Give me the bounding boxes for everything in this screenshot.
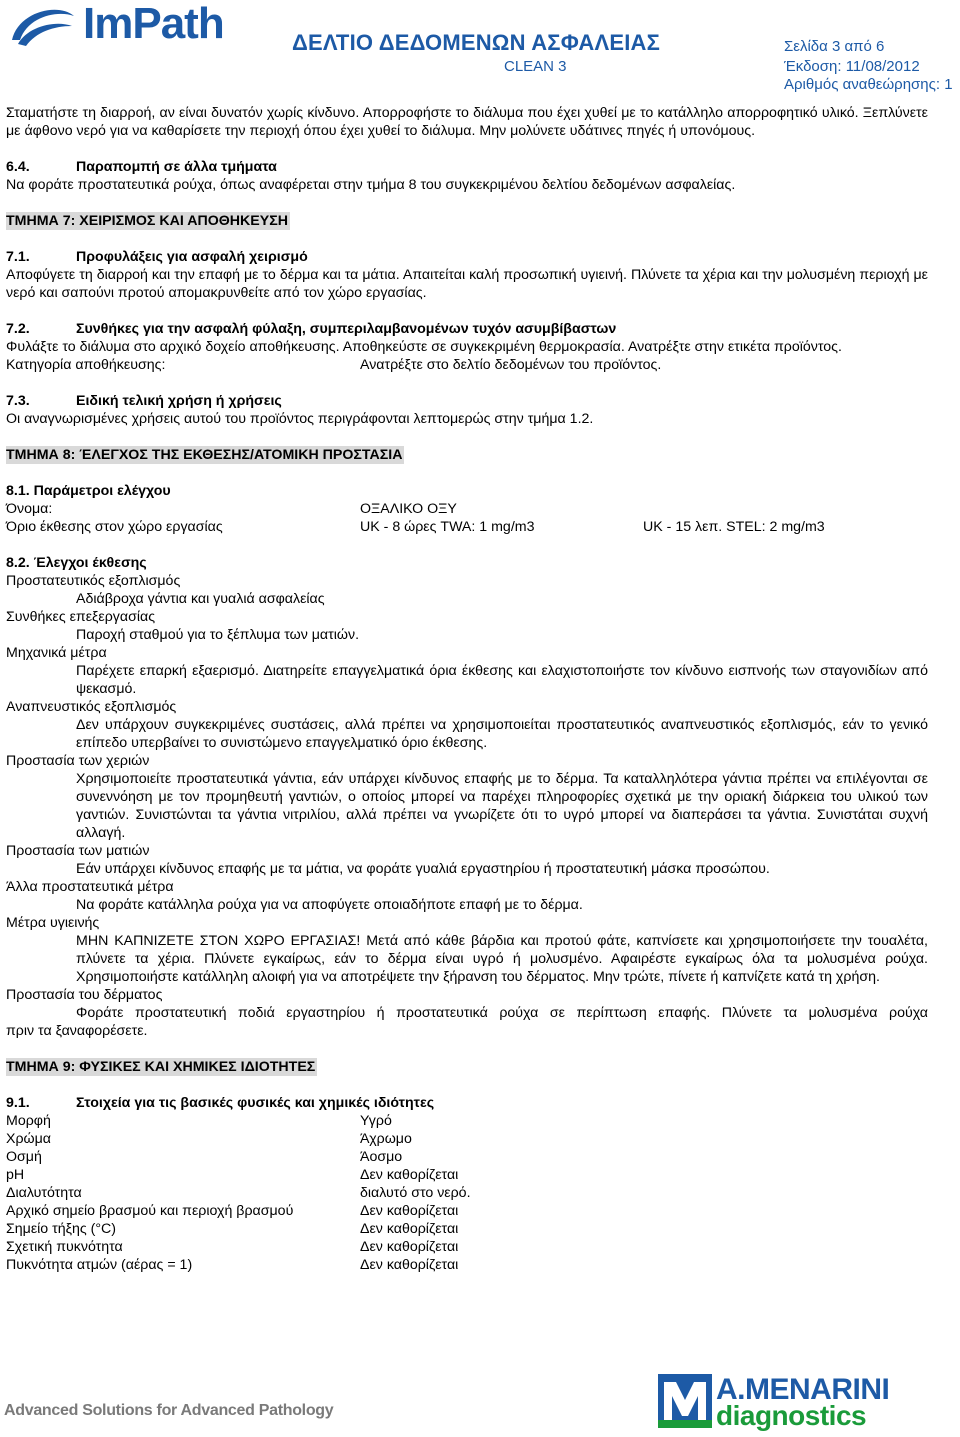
section-7-title: ΤΜΗΜΑ 7: ΧΕΙΡΙΣΜΟΣ ΚΑΙ ΑΠΟΘΗΚΕΥΣΗ	[6, 213, 288, 229]
subsection-7-3-heading: 7.3. Ειδική τελική χρήση ή χρήσεις	[6, 393, 282, 409]
page-number: Σελίδα 3 από 6	[784, 38, 885, 55]
issue-date: Έκδοση: 11/08/2012	[784, 58, 920, 75]
exposure-control-text: ΜΗΝ ΚΑΠΝΙΖΕΤΕ ΣΤΟΝ ΧΩΡΟ ΕΡΓΑΣΙΑΣ! Μετά από κάθε βάρδια και προτού φάτε, καπνίσετε και χρησιμοποιήσετε την τουαλέτα, πλύνετε τα χέρια. Πλύνετε εγκαίρως, εάν το δέρμα είναι υγρό ή μολυσμένο. Αφαιρέστε εγκαίρως όλα τα μολυσμένα ρούχα. Χρησιμοποιήστε κατάλληλη αλοιφή για να αποτρέψετε την ξήρανση του δέρματος. Μην τρώτε, πίνετε ή καπνίζετε κατά τη χρήση.	[76, 933, 928, 985]
menarini-diagnostics: diagnostics	[716, 1400, 867, 1431]
exposure-control-text: Χρησιμοποιείτε προστατευτικά γάντια, εάν υπάρχει κίνδυνος επαφής με το δέρμα. Τα καταλληλότερα γάντια πρέπει να επιλέγονται σε συνεννόηση με τον προμηθευτή γαντιών, ο οποίος μπορεί να παρέχει πληροφορίες σχετικά με την οριακή διάρκεια του υλικού των γαντιών. Συνιστώνται τα γάντια νιτριλίου, αλλά πρέπει να γνωρίζετε ότι το υγρό μπορεί να διαπεράσει τα γάντια. Συνιστάται συχνή αλλαγή.	[76, 771, 928, 841]
substance-name-row	[6, 500, 928, 518]
property-row: Πυκνότητα ατμών (αέρας = 1) Δεν καθορίζεται	[6, 1257, 459, 1273]
skin-protection-label: Προστασία του δέρματος	[6, 987, 163, 1003]
substance-name-value: ΟΞΑΛΙΚΟ ΟΞΥ	[360, 501, 457, 517]
storage-category-label: Κατηγορία αποθήκευσης:	[6, 357, 166, 373]
document-title: ΔΕΛΤΙΟ ΔΕΔΟΜΕΝΩΝ ΑΣΦΑΛΕΙΑΣ	[292, 30, 661, 55]
property-row: pH Δεν καθορίζεται	[6, 1167, 459, 1183]
footer-tagline: Advanced Solutions for Advanced Pathology	[4, 1402, 334, 1419]
exposure-control-text: Να φοράτε κατάλληλα ρούχα για να αποφύγετε οποιαδήποτε επαφή με το δέρμα.	[76, 897, 583, 913]
impath-logo-text: ImPath	[83, 0, 224, 48]
exposure-control-text: Αδιάβροχα γάντια και γυαλιά ασφαλείας	[76, 591, 325, 607]
property-row: Αρχικό σημείο βρασμού και περιοχή βρασμού Δεν καθορίζεται	[6, 1203, 459, 1219]
exposure-limit-stel: UK - 15 λεπ. STEL: 2 mg/m3	[643, 519, 825, 535]
property-row: Σχετική πυκνότητα Δεν καθορίζεται	[6, 1239, 459, 1255]
property-row: Διαλυτότητα διαλυτό στο νερό.	[6, 1185, 471, 1201]
exposure-control-item	[6, 752, 928, 842]
section-8-title: ΤΜΗΜΑ 8: ΈΛΕΓΧΟΣ ΤΗΣ ΕΚΘΕΣΗΣ/ΑΤΟΜΙΚΗ ΠΡΟΣΤΑΣΙΑ	[6, 447, 403, 463]
subsection-7-1-heading: 7.1. Προφυλάξεις για ασφαλή χειρισμό	[6, 249, 308, 265]
revision-number: Αριθμός αναθεώρησης: 1	[784, 76, 953, 93]
exposure-control-text: Δεν υπάρχουν συγκεκριμένες συστάσεις, αλλά πρέπει να χρησιμοποιείται προστατευτικός αναπνευστικός εξοπλισμός, εάν το γενικό επίπεδο υπερβαίνει το συνιστώμενο επαγγελματικό όριο έκθεσης.	[76, 717, 928, 751]
property-row: Σημείο τήξης (°C) Δεν καθορίζεται	[6, 1221, 459, 1237]
exposure-control-item	[6, 914, 928, 986]
exposure-control-label: Προστασία των χεριών	[6, 753, 150, 769]
exposure-control-item	[6, 698, 928, 752]
exposure-control-item	[6, 842, 928, 878]
subsection-7-1-text: Αποφύγετε τη διαρροή και την επαφή με το δέρμα και τα μάτια. Απαιτείται καλή προσωπική υγιεινή. Πλύνετε τα χέρια και την μολυσμένη περιοχή με νερό και σαπούνι προτού απομακρυνθείτε από τον χώρο εργασίας.	[6, 267, 928, 301]
subsection-6-4-text: Να φοράτε προστατευτικά ρούχα, όπως αναφέρεται στην τμήμα 8 του συγκεκριμένου δελτίου δεδομένων ασφαλείας.	[6, 177, 736, 193]
menarini-logo-mark	[658, 1374, 712, 1428]
exposure-control-text: Εάν υπάρχει κίνδυνος επαφής με τα μάτια, να φοράτε γυαλιά εργαστηρίου ή προστατευτική μάσκα προσώπου.	[76, 861, 770, 877]
exposure-limit-label: Όριο έκθεσης στον χώρο εργασίας	[6, 519, 223, 535]
property-row: Χρώμα Άχρωμο	[6, 1131, 412, 1147]
impath-logo-mark	[8, 2, 78, 50]
exposure-control-label: Προστασία των ματιών	[6, 843, 150, 859]
storage-category-row	[6, 356, 928, 374]
exposure-control-label: Μηχανικά μέτρα	[6, 645, 107, 661]
product-name: CLEAN 3	[504, 58, 567, 75]
exposure-control-label: Αναπνευστικός εξοπλισμός	[6, 699, 177, 715]
exposure-control-label: Συνθήκες επεξεργασίας	[6, 609, 156, 625]
subsection-8-2-heading: 8.2. Έλεγχοι έκθεσης	[6, 555, 147, 571]
property-row: Μορφή Υγρό	[6, 1113, 392, 1129]
spill-instructions: Σταματήστε τη διαρροή, αν είναι δυνατόν χωρίς κίνδυνο. Απορροφήστε το διάλυμα που έχει χυθεί με το κατάλληλο απορροφητικό υλικό. Ξεπλύνετε με άφθονο νερό για να καθαρίσετε την περιοχή όπου έχει χυθεί το διάλυμα. Μην μολύνετε υδάτινες πηγές ή υπονόμους.	[6, 105, 928, 139]
exposure-limit-row	[6, 518, 928, 536]
property-row: Οσμή Άοσμο	[6, 1149, 403, 1165]
exposure-control-label: Άλλα προστατευτικά μέτρα	[6, 879, 174, 895]
subsection-6-4-heading: 6.4. Παραπομπή σε άλλα τμήματα	[6, 159, 277, 175]
storage-category-value: Ανατρέξτε στο δελτίο δεδομένων του προϊόντος.	[360, 357, 662, 373]
exposure-control-item	[6, 644, 928, 698]
subsection-9-1-heading: 9.1. Στοιχεία για τις βασικές φυσικές και χημικές ιδιότητες	[6, 1095, 435, 1111]
menarini-name: A.MENARINI	[716, 1373, 890, 1406]
subsection-8-1-heading: 8.1. Παράμετροι ελέγχου	[6, 483, 171, 499]
exposure-control-text: Παρέχετε επαρκή εξαερισμό. Διατηρείτε επαγγελματικά όρια έκθεσης και ελαχιστοποιήστε τον κίνδυνο εισπνοής των σταγονιδίων από ψεκασμό.	[76, 663, 928, 697]
exposure-control-text: Παροχή σταθμού για το ξέπλυμα των ματιών.	[76, 627, 360, 643]
exposure-control-item	[6, 878, 928, 914]
subsection-7-2-text: Φυλάξτε το διάλυμα στο αρχικό δοχείο αποθήκευσης. Αποθηκεύστε σε συγκεκριμένη θερμοκρασία. Ανατρέξτε στην ετικέτα προϊόντος.	[6, 339, 842, 355]
subsection-7-3-text: Οι αναγνωρισμένες χρήσεις αυτού του προϊόντος περιγράφονται λεπτομερώς στην τμήμα 1.2.	[6, 411, 594, 427]
subsection-7-2-heading: 7.2. Συνθήκες για την ασφαλή φύλαξη, συμπεριλαμβανομένων τυχόν ασυμβίβαστων	[6, 321, 617, 337]
exposure-control-label: Προστατευτικός εξοπλισμός	[6, 573, 181, 589]
skin-protection-item	[6, 986, 928, 1040]
substance-name-label: Όνομα:	[6, 501, 53, 517]
skin-protection-text-cont: πριν τα ξαναφορέσετε.	[6, 1023, 148, 1039]
document-body	[6, 104, 928, 1274]
exposure-limit-twa: UK - 8 ώρες TWA: 1 mg/m3	[360, 519, 535, 535]
exposure-control-label: Μέτρα υγιεινής	[6, 915, 100, 931]
skin-protection-text: Φοράτε προστατευτική ποδιά εργαστηρίου ή προστατευτικά ρούχα σε περίπτωση επαφής. Πλύνετε τα μολυσμένα ρούχα	[76, 1005, 928, 1021]
exposure-control-item	[6, 608, 928, 644]
section-9-title: ΤΜΗΜΑ 9: ΦΥΣΙΚΕΣ ΚΑΙ ΧΗΜΙΚΕΣ ΙΔΙΟΤΗΤΕΣ	[6, 1059, 316, 1075]
menarini-logo	[656, 1372, 936, 1432]
impath-logo	[8, 2, 268, 50]
exposure-control-item	[6, 572, 928, 608]
